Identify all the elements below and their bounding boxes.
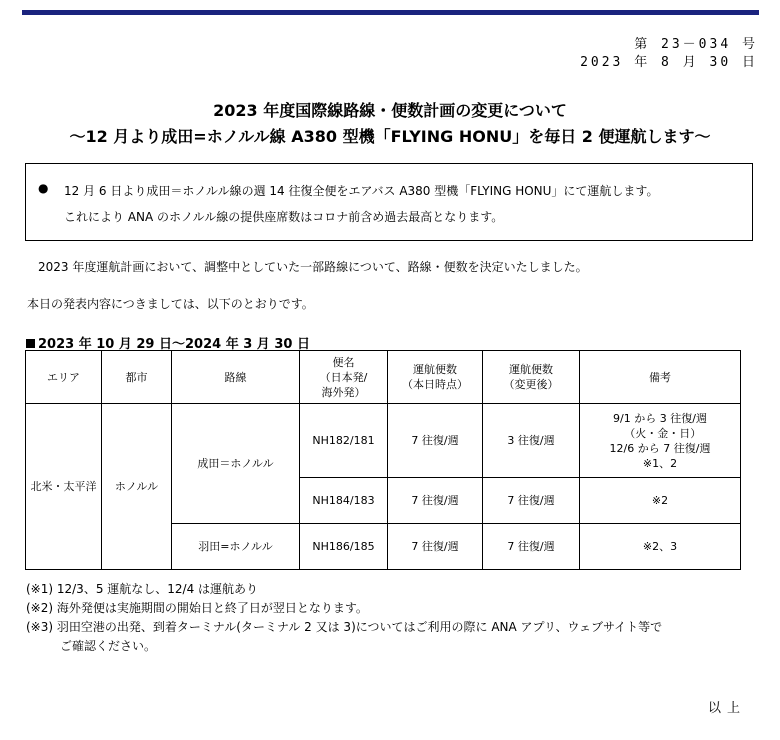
cell-remarks bbox=[580, 404, 741, 478]
col-header-flight: 便名 （日本発/ 海外発） bbox=[300, 351, 388, 404]
document-date: 2023 年 8 月 30 日 bbox=[580, 55, 758, 70]
cell-flight: NH186/185 bbox=[300, 524, 388, 570]
highlight-line-2: これにより ANA のホノルル線の提供座席数はコロナ前含め過去最高となります。 bbox=[64, 210, 504, 224]
col-header-area: エリア bbox=[26, 351, 102, 404]
intro-paragraph: 2023 年度運航計画において、調整中としていた一部路線について、路線・便数を決定いたしました。 bbox=[38, 260, 588, 274]
page-title: 2023 年度国際線路線・便数計画の変更について bbox=[213, 101, 567, 120]
schedule-table bbox=[25, 350, 741, 570]
table-row bbox=[26, 404, 741, 478]
highlight-box bbox=[25, 163, 753, 241]
footnotes bbox=[26, 580, 662, 656]
details-paragraph: 本日の発表内容につきましては、以下のとおりです。 bbox=[27, 297, 314, 311]
cell-city: ホノルル bbox=[102, 404, 172, 570]
col-header-city: 都市 bbox=[102, 351, 172, 404]
footnote-3-continued: ご確認ください。 bbox=[60, 639, 157, 653]
cell-freq-changed: 7 往復/週 bbox=[483, 524, 580, 570]
cell-freq-changed: 3 往復/週 bbox=[483, 404, 580, 478]
col-header-route: 路線 bbox=[172, 351, 300, 404]
bullet-icon: ● bbox=[38, 181, 49, 195]
header-rule bbox=[22, 10, 759, 15]
table-header-row bbox=[26, 351, 741, 404]
cell-remarks: ※2 bbox=[580, 478, 741, 524]
cell-route-haneda: 羽田=ホノルル bbox=[172, 524, 300, 570]
col-header-freq-current: 運航便数 （本日時点） bbox=[388, 351, 483, 404]
square-bullet-icon bbox=[26, 339, 35, 348]
cell-freq-current: 7 往復/週 bbox=[388, 524, 483, 570]
closing-mark: 以上 bbox=[708, 701, 747, 716]
cell-remarks: ※2、3 bbox=[580, 524, 741, 570]
cell-area: 北米・太平洋 bbox=[26, 404, 102, 570]
footnote-1: (※1) 12/3、5 運航なし、12/4 は運航あり bbox=[26, 582, 259, 596]
col-header-freq-changed: 運航便数 （変更後） bbox=[483, 351, 580, 404]
highlight-line-1: 12 月 6 日より成田＝ホノルル線の週 14 往復全便をエアバス A380 型機「FLYING HONU」にて運航します。 bbox=[64, 184, 659, 198]
footnote-3: (※3) 羽田空港の出発、到着ターミナル(ターミナル 2 又は 3)についてはご利用の際に ANA アプリ、ウェブサイト等で bbox=[26, 620, 663, 634]
cell-freq-changed: 7 往復/週 bbox=[483, 478, 580, 524]
cell-freq-current: 7 往復/週 bbox=[388, 478, 483, 524]
remarks-text: 9/1 から 3 往復/週 （火・金・日） 12/6 から 7 往復/週 ※1、2 bbox=[609, 411, 711, 470]
cell-flight: NH182/181 bbox=[300, 404, 388, 478]
cell-route-narita: 成田＝ホノルル bbox=[172, 404, 300, 524]
footnote-2: (※2) 海外発便は実施期間の開始日と終了日が翌日となります。 bbox=[26, 601, 368, 615]
document-meta bbox=[580, 36, 758, 72]
schedule-period-text: 2023 年 10 月 29 日～2024 年 3 月 30 日 bbox=[38, 337, 310, 352]
col-header-remarks: 備考 bbox=[580, 351, 741, 404]
cell-flight: NH184/183 bbox=[300, 478, 388, 524]
page-subtitle: ～12 月より成田=ホノルル線 A380 型機「FLYING HONU」を毎日 2 便運航します～ bbox=[69, 127, 711, 146]
cell-freq-current: 7 往復/週 bbox=[388, 404, 483, 478]
document-number: 第 23－034 号 bbox=[634, 37, 758, 52]
